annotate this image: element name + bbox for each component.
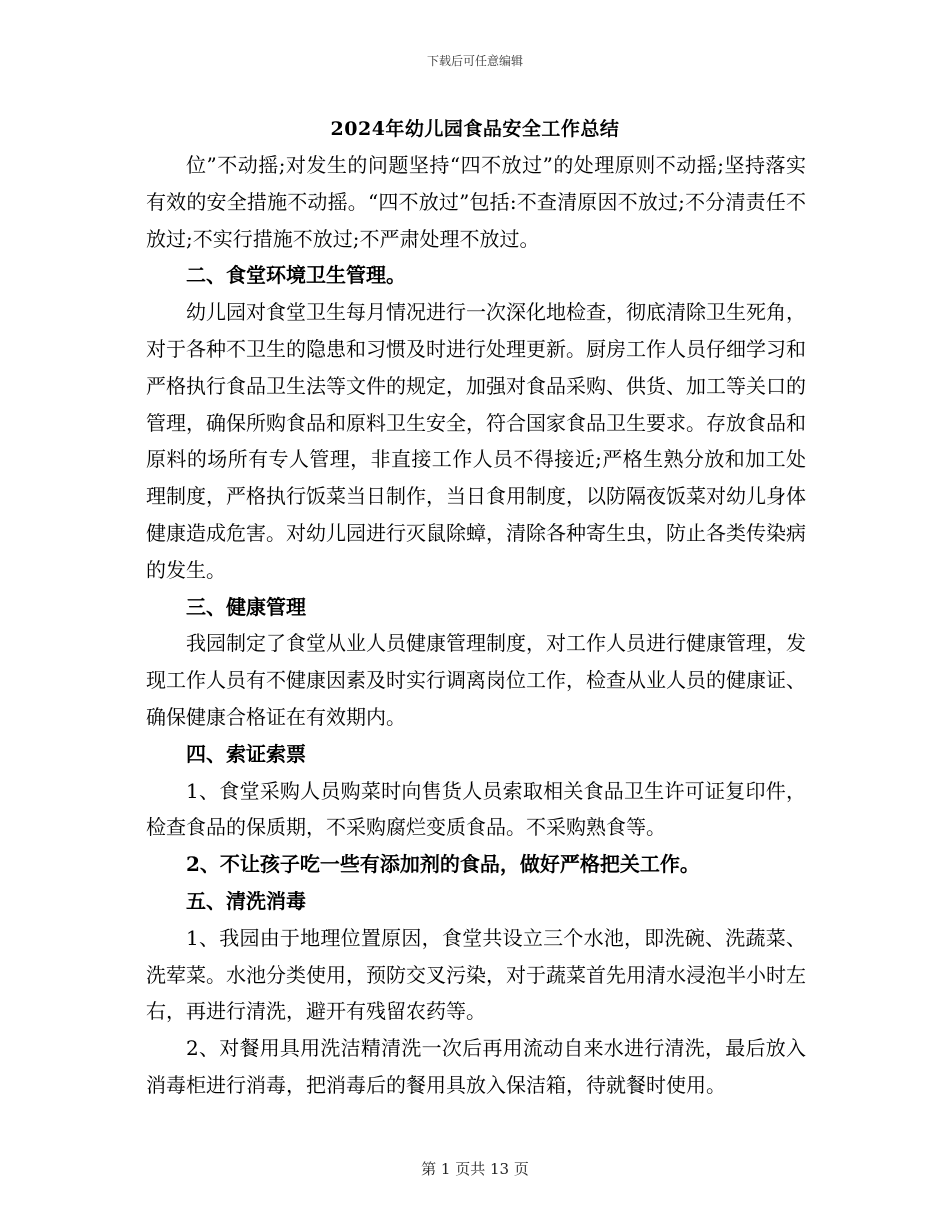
header-note: 下载后可任意编辑	[426, 54, 523, 68]
section-heading-health-management: 三、健康管理	[186, 594, 306, 619]
document-body	[146, 147, 806, 1104]
bold-paragraph-additives: 2、不让孩子吃一些有添加剂的食品，做好严格把关工作。	[186, 852, 700, 877]
body-paragraph: 1、食堂采购人员购菜时向售货人员索取相关食品卫生许可证复印件，检查食品的保质期，不采购腐烂变质食品。不采购熟食等。	[146, 778, 806, 840]
body-paragraph: 1、我园由于地理位置原因，食堂共设立三个水池，即洗碗、洗蔬菜、洗荤菜。水池分类使用，预防交叉污染，对于蔬菜首先用清水浸泡半小时左右，再进行清洗，避开有残留农药等。	[146, 925, 806, 1024]
document-title: 2024年幼儿园食品安全工作总结	[330, 118, 620, 140]
body-paragraph: 2、对餐用具用洗洁精清洗一次后再用流动自来水进行清洗，最后放入消毒柜进行消毒，把消毒后的餐用具放入保洁箱，待就餐时使用。	[146, 1036, 806, 1097]
body-paragraph: 幼儿园对食堂卫生每月情况进行一次深化地检查，彻底清除卫生死角，对于各种不卫生的隐患和习惯及时进行处理更新。厨房工作人员仔细学习和严格执行食品卫生法等文件的规定，加强对食品采购、供货、加工等关口的管理，确保所购食品和原料卫生安全，符合国家食品卫生要求。存放食品和原料的场所有专人管理，非直接工作人员不得接近;严格生熟分放和加工处理制度，严格执行饭菜当日制作，当日食用制度，以防隔夜饭菜对幼儿身体健康造成危害。对幼儿园进行灭鼠除蟑，清除各种寄生虫，防止各类传染病的发生。	[146, 300, 806, 582]
section-heading-certificates: 四、索证索票	[186, 741, 306, 766]
body-paragraph: 我园制定了食堂从业人员健康管理制度，对工作人员进行健康管理，发现工作人员有不健康因素及时实行调离岗位工作，检查从业人员的健康证、确保健康合格证在有效期内。	[146, 631, 806, 729]
section-heading-canteen-hygiene: 二、食堂环境卫生管理。	[186, 263, 406, 288]
section-heading-cleaning: 五、清洗消毒	[186, 888, 306, 913]
page-number: 第 1 页共 13 页	[421, 1160, 529, 1178]
body-paragraph: 位”不动摇;对发生的问题坚持“四不放过”的处理原则不动摇;坚持落实有效的安全措施不动摇。“四不放过”包括:不查清原因不放过;不分清责任不放过;不实行措施不放过;不严肃处理不放过。	[146, 153, 806, 251]
